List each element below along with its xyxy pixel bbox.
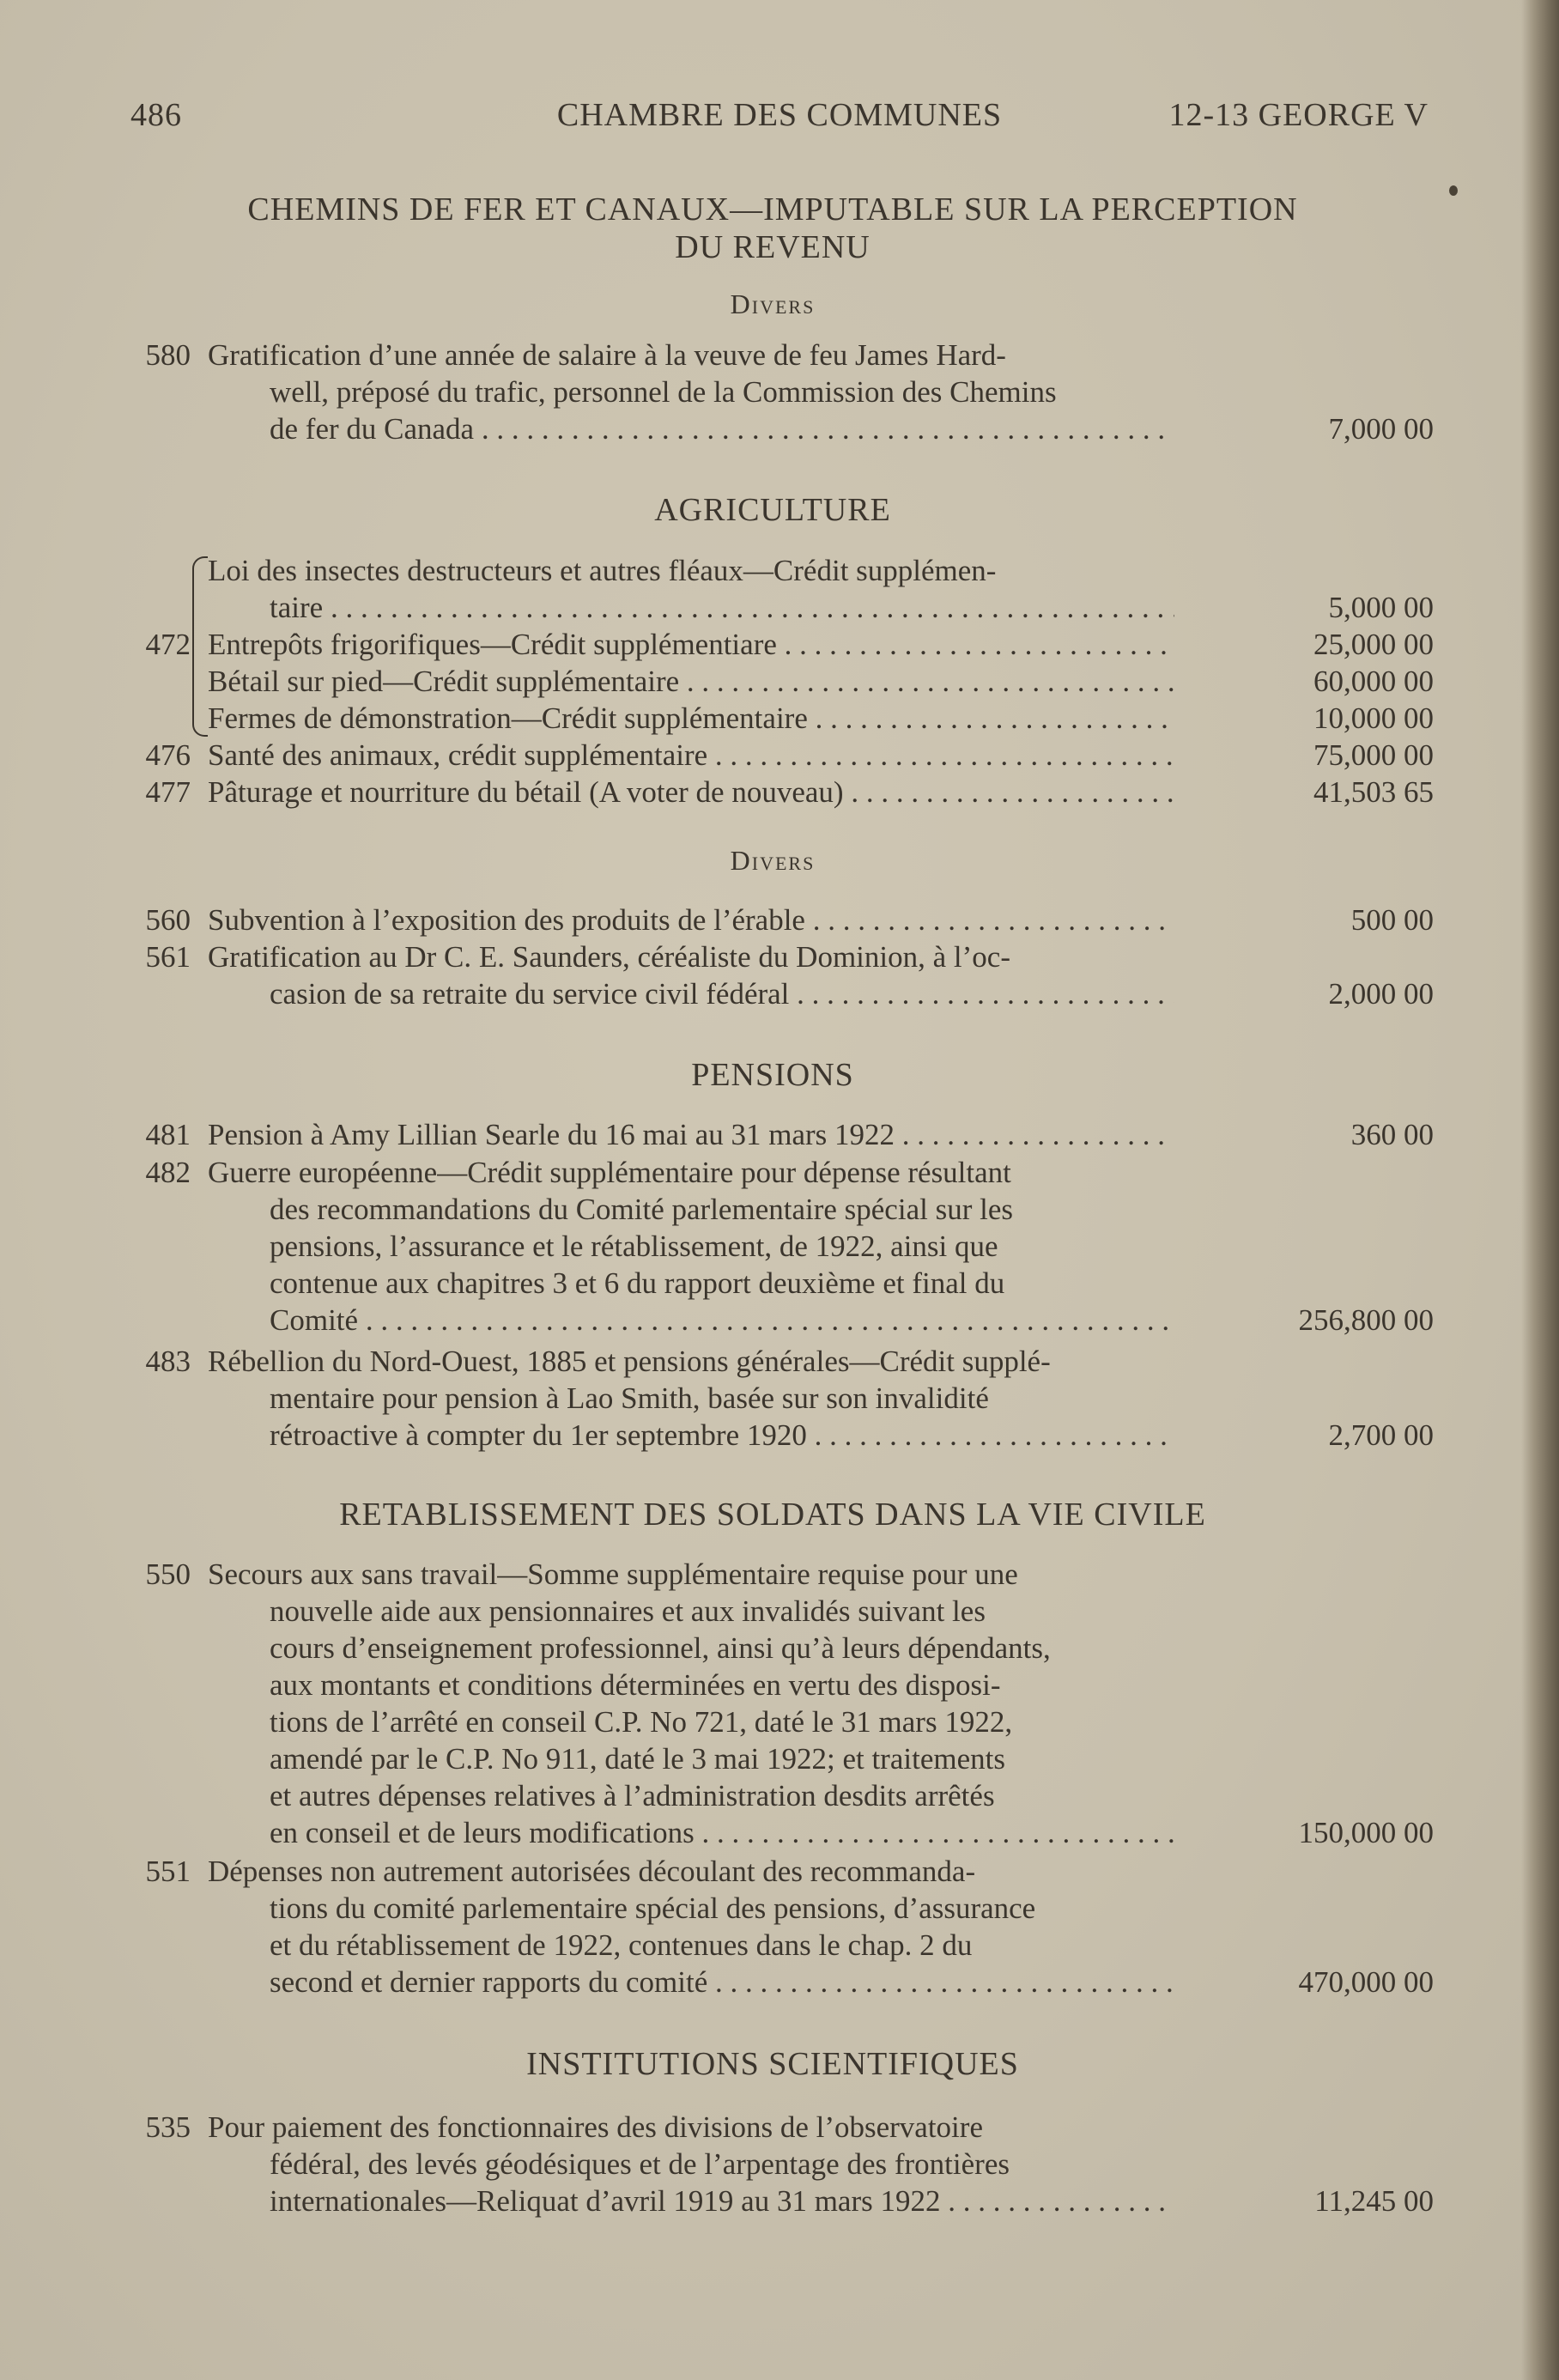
description-line: et du rétablissement de 1922, contenues dans le chap. 2 du [270,1928,973,1962]
description-line: nouvelle aide aux pensionnaires et aux invalidés suivant les [270,1594,986,1628]
description-line: de fer du Canada . . . [208,410,1174,447]
description-line: Pour paiement des fonctionnaires des divisions de l’observatoire [208,2110,983,2144]
vote-item-550 [112,1556,1434,1856]
vote-number: 561 [145,940,191,974]
vote-item-477 [112,774,1434,811]
vote-amount: 60,000 00 [1313,665,1434,698]
description-line: tions du comité parlementaire spécial des pensions, d’assurance [270,1891,1036,1925]
vote-description [208,663,1174,700]
vote-amount: 41,503 65 [1313,775,1434,809]
book-spine-shadow [1521,0,1559,2380]
vote-amount: 2,700 00 [1328,1418,1434,1452]
vote-number: 482 [145,1156,191,1189]
vote-amount: 5,000 00 [1328,591,1434,624]
description-line: tions de l’arrêté en conseil C.P. No 721, daté le 31 mars 1922, [270,1705,1013,1739]
vote-item-472-fermes [112,700,1434,737]
description-line: Loi des insectes destructeurs et autres fléaux—Crédit supplémen- [208,554,997,587]
description-line: Pension à Amy Lillian Searle du 16 mai au 31 mars 1922 . . . [208,1116,1174,1153]
description-line: pensions, l’assurance et le rétablissement, de 1922, ainsi que [270,1229,998,1263]
section-title-chemins [112,191,1434,266]
description-line: et autres dépenses relatives à l’administration desdits arrêtés [270,1779,995,1812]
vote-item-472-entrepots [112,626,1434,663]
description-line: mentaire pour pension à Lao Smith, basée sur son invalidité [270,1381,989,1415]
description-line: en conseil et de leurs modifications . . . [208,1814,1174,1851]
description-line: Comité . . . [208,1302,1174,1339]
vote-item-535 [112,2109,1434,2222]
vote-description [208,337,1174,447]
running-title: CHAMBRE DES COMMUNES [556,97,1003,133]
vote-amount: 256,800 00 [1298,1303,1434,1337]
vote-item-472-insectes [112,552,1434,628]
vote-item-482 [112,1154,1434,1343]
description-line: contenue aux chapitres 3 et 6 du rapport deuxième et final du [270,1266,1005,1300]
vote-item-580 [112,337,1434,450]
description-line: Rébellion du Nord-Ouest, 1885 et pensions générales—Crédit supplé- [208,1345,1051,1378]
description-line: Santé des animaux, crédit supplémentaire . . . [208,737,1174,774]
vote-amount: 360 00 [1350,1118,1434,1151]
vote-description [208,1343,1174,1454]
vote-number: 481 [145,1118,191,1151]
vote-item-476 [112,737,1434,774]
vote-number: 472 [145,628,191,661]
vote-number: 550 [145,1557,191,1591]
description-line: Secours aux sans travail—Somme supplémentaire requise pour une [208,1557,1018,1591]
ink-speck [1449,185,1458,196]
page-number: 486 [130,97,182,133]
vote-number: 483 [145,1345,191,1378]
description-line: rétroactive à compter du 1er septembre 1920 . . . [208,1417,1174,1454]
vote-description [208,1556,1174,1851]
vote-amount: 470,000 00 [1298,1965,1434,1999]
vote-number: 580 [145,338,191,372]
description-line: well, préposé du trafic, personnel de la Commission des Chemins [270,375,1057,409]
vote-amount: 500 00 [1350,903,1434,937]
page-body [112,0,1434,2380]
description-line: Entrepôts frigorifiques—Crédit supplémentiare . . . [208,626,1174,663]
vote-description [208,626,1174,663]
vote-amount: 2,000 00 [1328,977,1434,1011]
section-title-line: CHEMINS DE FER ET CANAUX—IMPUTABLE SUR LA PERCEPTION [247,191,1298,228]
vote-amount: 150,000 00 [1298,1816,1434,1849]
vote-amount: 11,245 00 [1314,2184,1434,2218]
description-line: second et dernier rapports du comité . . . [208,1964,1174,2001]
description-line: Gratification d’une année de salaire à la veuve de feu James Hard- [208,338,1006,372]
vote-item-483 [112,1343,1434,1456]
description-line: aux montants et conditions déterminées en vertu des disposi- [270,1668,1001,1702]
description-line: casion de sa retraite du service civil fédéral . . . [208,975,1174,1012]
vote-description [208,737,1174,774]
vote-amount: 10,000 00 [1313,701,1434,735]
vote-item-560 [112,902,1434,938]
section-title-pensions: PENSIONS [691,1057,854,1093]
subhead-divers: Divers [730,288,816,319]
description-line: fédéral, des levés géodésiques et de l’arpentage des frontières [270,2147,1010,2181]
vote-description [208,552,1174,626]
vote-description [208,1116,1174,1153]
vote-number: 551 [145,1855,191,1888]
description-line: des recommandations du Comité parlementaire spécial sur les [270,1193,1013,1226]
vote-amount: 75,000 00 [1313,738,1434,772]
vote-number: 535 [145,2110,191,2144]
description-line: cours d’enseignement professionnel, ainsi qu’à leurs dépendants, [270,1631,1051,1665]
vote-description [208,1154,1174,1339]
vote-description [208,1853,1174,2001]
description-line: Guerre européenne—Crédit supplémentaire pour dépense résultant [208,1156,1011,1189]
description-line: Bétail sur pied—Crédit supplémentaire . . . [208,663,1174,700]
vote-number: 476 [145,738,191,772]
vote-description [208,700,1174,737]
vote-amount: 25,000 00 [1313,628,1434,661]
vote-number: 477 [145,775,191,809]
vote-description [208,938,1174,1012]
description-line: internationales—Reliquat d’avril 1919 au 31 mars 1922 . . . [208,2183,1174,2219]
description-line: Pâturage et nourriture du bétail (A voter de nouveau) . . . [208,774,1174,811]
vote-description [208,774,1174,811]
reign-label: 12-13 GEORGE V [1168,97,1429,133]
vote-description [208,902,1174,938]
vote-item-481 [112,1116,1434,1153]
vote-item-472-betail [112,663,1434,700]
vote-number: 560 [145,903,191,937]
vote-item-561 [112,938,1434,1014]
vote-description [208,2109,1174,2219]
description-line: Gratification au Dr C. E. Saunders, céréaliste du Dominion, à l’oc- [208,940,1010,974]
section-title-retablissement: RETABLISSEMENT DES SOLDATS DANS LA VIE CIVILE [339,1497,1206,1533]
description-line: amendé par le C.P. No 911, daté le 3 mai 1922; et traitements [270,1742,1005,1776]
section-title-line: DU REVENU [675,229,870,265]
subhead-divers: Divers [730,845,816,876]
description-line: Dépenses non autrement autorisées découlant des recommanda- [208,1855,976,1888]
description-line: Subvention à l’exposition des produits de l’érable . . . [208,902,1174,938]
vote-item-551 [112,1853,1434,2004]
description-line: taire . . . [208,589,1174,626]
description-line: Fermes de démonstration—Crédit supplémentaire . . . [208,700,1174,737]
section-title-institutions: INSTITUTIONS SCIENTIFIQUES [526,2046,1019,2082]
vote-amount: 7,000 00 [1328,412,1434,446]
section-title-agriculture: AGRICULTURE [654,492,891,528]
